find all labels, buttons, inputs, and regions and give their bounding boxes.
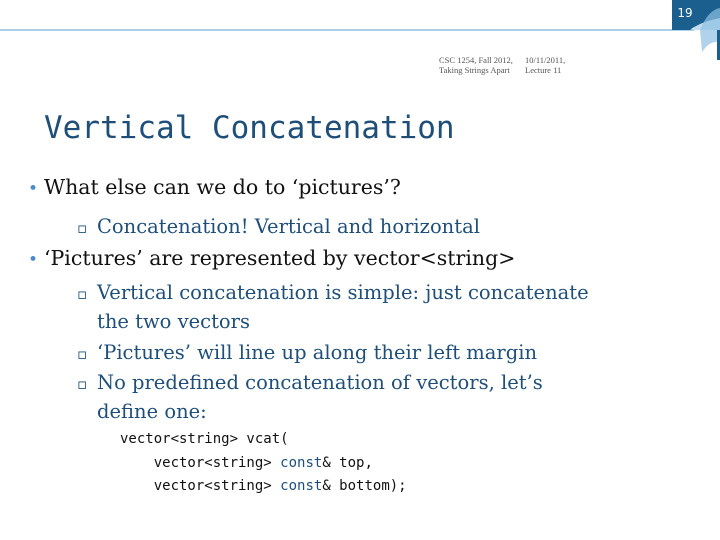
date-info: [525, 55, 565, 75]
sub-bullet-2-3-line2: define one:: [97, 400, 207, 423]
bullet-1: [28, 175, 401, 199]
code-param: & bottom);: [322, 478, 407, 494]
bullet-1-text: What else can we do to ‘pictures’?: [44, 175, 401, 199]
page-number: 19: [677, 6, 693, 20]
code-type: vector<string>: [153, 478, 281, 494]
square-bullet-icon: ▫: [77, 375, 88, 393]
code-line-3: [120, 475, 407, 499]
sub-bullet-2-2-text: ‘Pictures’ will line up along their left margin: [97, 341, 538, 364]
sub-bullet-1-1: [77, 213, 480, 242]
slide-title: Vertical Concatenation: [44, 110, 455, 146]
bullet-2: [28, 246, 515, 270]
code-line-1: vector<string> vcat(: [120, 431, 289, 447]
square-bullet-icon: ▫: [77, 219, 88, 237]
code-keyword: const: [280, 454, 323, 471]
course-info: [439, 55, 513, 75]
course-line-2: Taking Strings Apart: [439, 65, 510, 75]
sub-bullet-2-3: [77, 369, 543, 425]
code-param: & top,: [322, 454, 373, 471]
sub-bullet-2-1-line2: the two vectors: [97, 310, 250, 333]
code-block: [120, 428, 407, 499]
code-line-2: [120, 452, 407, 476]
sub-bullet-2-1-line1: Vertical concatenation is simple: just concatenate: [97, 281, 589, 304]
sub-bullet-2-2: [77, 339, 537, 368]
date-line-2: Lecture 11: [525, 65, 562, 75]
course-line-1: CSC 1254, Fall 2012,: [439, 55, 513, 65]
sub-bullet-1-1-text: Concatenation! Vertical and horizontal: [97, 215, 480, 238]
bullet-2-text: ‘Pictures’ are represented by vector<string>: [44, 246, 516, 270]
bullet-dot-icon: •: [28, 250, 39, 270]
corner-decoration: [0, 0, 720, 60]
square-bullet-icon: ▫: [77, 345, 88, 363]
sub-bullet-2-3-line1: No predefined concatenation of vectors, let’s: [97, 371, 543, 394]
sub-bullet-2-1: [77, 279, 589, 335]
code-type: vector<string>: [153, 454, 281, 471]
date-line-1: 10/11/2011,: [525, 55, 566, 65]
square-bullet-icon: ▫: [77, 285, 88, 303]
bullet-dot-icon: •: [28, 179, 39, 199]
code-keyword: const: [280, 478, 323, 494]
